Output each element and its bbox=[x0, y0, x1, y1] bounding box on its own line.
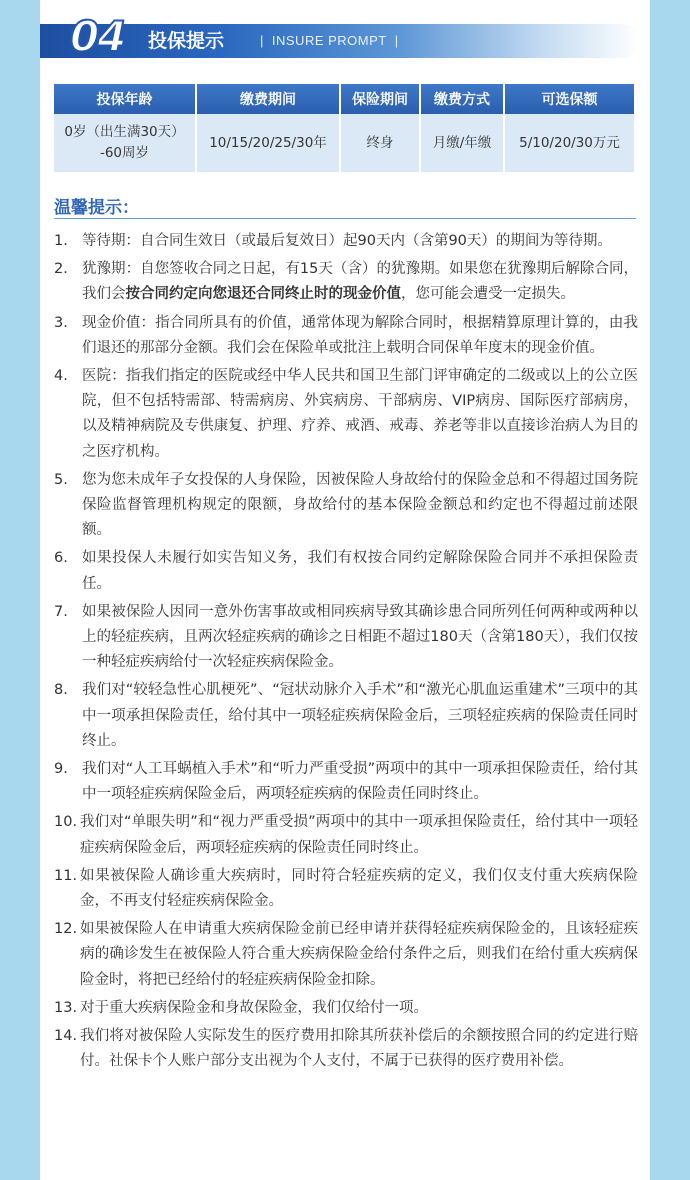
list-item: 13. 对于重大疾病保险金和身故保险金，我们仅给付一项。 bbox=[54, 999, 428, 1016]
section-number: 04 bbox=[70, 12, 125, 61]
section-title: 投保提示 bbox=[148, 30, 225, 52]
list-item: 1. 等待期：自合同生效日（或最后复效日）起90天内（含第90天）的期间为等待期。 bbox=[54, 233, 612, 249]
cell-payment-method: 月缴/年缴 bbox=[420, 114, 504, 172]
list-item: 10. 我们对“单眼失明”和“视力严重受损”两项中的其中一项承担保险责任，给付其中一项轻症疾病保险金后，两项轻症疾病的保险责任同时终止。 bbox=[54, 814, 638, 856]
list-item: 2. 犹豫期：自您签收合同之日起，有15天（含）的犹豫期。如果您在犹豫期后解除合同，我们会按合同约定向您退还合同终止时的现金价值，您可能会遭受一定损失。 bbox=[54, 261, 638, 303]
section-subtitle: | INSURE PROMPT | bbox=[260, 33, 399, 48]
content-card bbox=[40, 0, 650, 1180]
list-item: 9. 我们对“人工耳蜗植入手术”和“听力严重受损”两项中的其中一项承担保险责任，给付其中一项轻症疾病保险金后，两项轻症疾病的保险责任同时终止。 bbox=[54, 761, 638, 803]
list-item: 12. 如果被保险人在申请重大疾病保险金前已经申请并获得轻症疾病保险金的，且该轻症疾病的确诊发生在被保险人符合重大疾病保险金给付条件之后，则我们在给付重大疾病保险金时，将把已经给付的轻症疾病保险金扣除。 bbox=[54, 921, 638, 988]
cell-age: 0岁（出生满30天） -60周岁 bbox=[54, 114, 196, 172]
table-row bbox=[54, 114, 634, 172]
col-header-coverage-period: 保险期间 bbox=[340, 84, 420, 114]
list-item: 14. 我们将对被保险人实际发生的医疗费用扣除其所获补偿后的余额按照合同的约定进行赔付。社保卡个人账户部分支出视为个人支付，不属于已获得的医疗费用补偿。 bbox=[54, 1028, 638, 1070]
insurance-info-table bbox=[54, 84, 634, 172]
list-item: 7. 如果被保险人因同一意外伤害事故或相同疾病导致其确诊患合同所列任何两种或两种以上的轻症疾病，且两次轻症疾病的确诊之日相距不超过180天（含第180天），我们仅按一种轻症疾病给付一次轻症疾病保险金。 bbox=[54, 603, 638, 671]
cell-payment-period: 10/15/20/25/30年 bbox=[196, 114, 340, 172]
list-item: 6. 如果投保人未履行如实告知义务，我们有权按合同约定解除保险合同并不承担保险责任。 bbox=[54, 550, 638, 592]
list-item: 11. 如果被保险人确诊重大疾病时，同时符合轻症疾病的定义，我们仅支付重大疾病保险金，不再支付轻症疾病保险金。 bbox=[54, 867, 638, 910]
list-item: 5. 您为您未成年子女投保的人身保险，因被保险人身故给付的保险金总和不得超过国务院保险监督管理机构规定的限额，身故给付的基本保险金额总和约定也不得超过前述限额。 bbox=[54, 471, 638, 539]
col-header-sum-insured: 可选保额 bbox=[504, 84, 634, 114]
cell-coverage-period: 终身 bbox=[340, 114, 420, 172]
tips-divider bbox=[54, 218, 636, 219]
col-header-payment-method: 缴费方式 bbox=[420, 84, 504, 114]
cell-sum-insured: 5/10/20/30万元 bbox=[504, 114, 634, 172]
col-header-payment-period: 缴费期间 bbox=[196, 84, 340, 114]
list-item: 8. 我们对“较轻急性心肌梗死”、“冠状动脉介入手术”和“激光心肌血运重建术”三项中的其中一项承担保险责任，给付其中一项轻症疾病保险金后，三项轻症疾病的保险责任同时终止。 bbox=[54, 682, 638, 749]
table-header-row bbox=[54, 84, 634, 114]
section-header bbox=[40, 14, 650, 64]
section-subtitle-text: INSURE PROMPT bbox=[271, 33, 387, 48]
col-header-age: 投保年龄 bbox=[54, 84, 196, 114]
list-item: 4. 医院：指我们指定的医院或经中华人民共和国卫生部门评审确定的二级或以上的公立医院，但不包括特需部、特需病房、外宾病房、干部病房、VIP病房、国际医疗部病房，以及精神病院及专供康复、护理、疗养、戒酒、戒毒、养老等非以直接诊治病人为目的之医疗机构。 bbox=[54, 368, 638, 460]
tips-list bbox=[54, 229, 638, 1078]
bold-highlight: 按合同约定向您退还合同终止时的现金价值 bbox=[125, 286, 401, 303]
list-item: 3. 现金价值：指合同所具有的价值，通常体现为解除合同时，根据精算原理计算的，由我们退还的那部分金额。我们会在保险单或批注上载明合同保单年度末的现金价值。 bbox=[54, 314, 638, 356]
tips-title: 温馨提示： bbox=[54, 198, 139, 218]
